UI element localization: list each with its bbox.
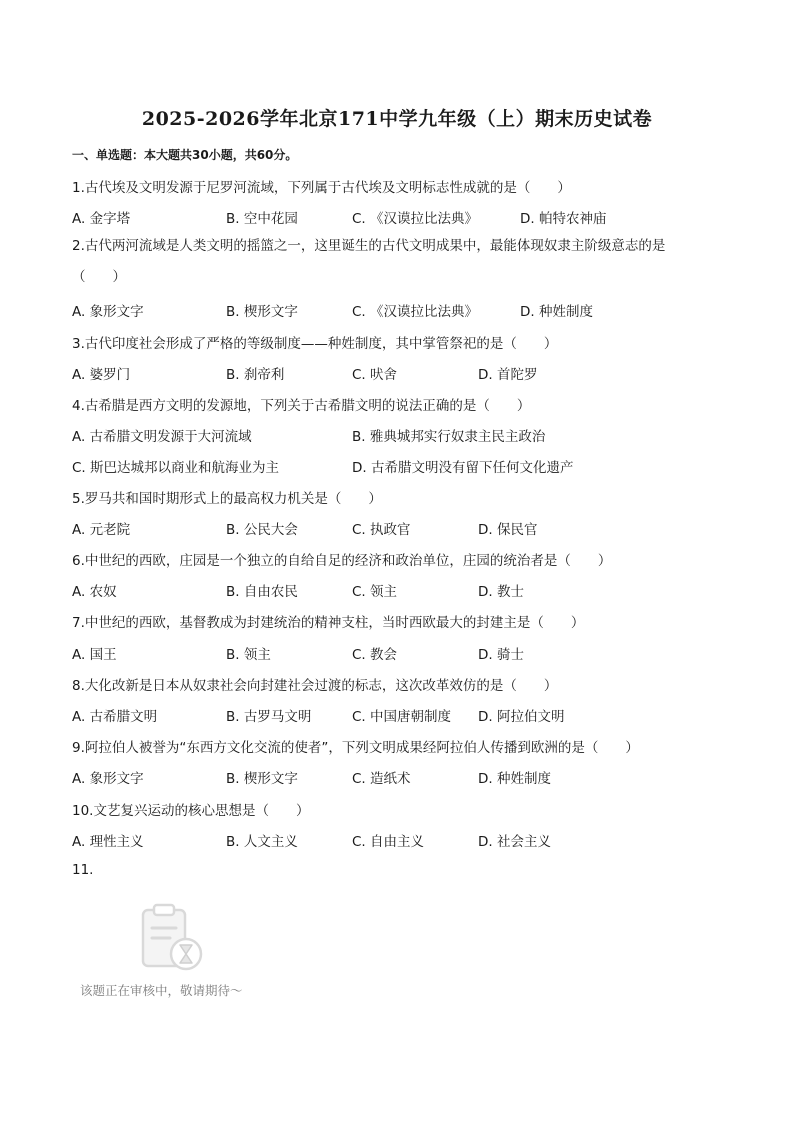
question-5-options	[72, 518, 732, 538]
question-8-options	[72, 705, 732, 725]
option-c[interactable]: C. 教会	[352, 647, 398, 663]
option-a[interactable]: A. 古希腊文明发源于大河流域	[72, 429, 252, 445]
option-d[interactable]: D. 保民官	[478, 522, 538, 538]
page-title: 2025-2026学年北京171中学九年级（上）期末历史试卷	[141, 108, 653, 130]
option-b[interactable]: B. 领主	[226, 647, 271, 663]
pending-review-notice: 该题正在审核中，敬请期待～	[80, 983, 243, 998]
option-b[interactable]: B. 楔形文字	[226, 771, 298, 787]
option-d[interactable]: D. 社会主义	[478, 834, 551, 850]
option-d[interactable]: D. 阿拉伯文明	[478, 709, 565, 725]
question-2-stem: 2.古代两河流域是人类文明的摇篮之一，这里诞生的古代文明成果中，最能体现奴隶主阶级意志的是（ ）	[72, 238, 666, 285]
option-c[interactable]: C. 自由主义	[352, 834, 425, 850]
option-b[interactable]: B. 刹帝利	[226, 367, 285, 383]
question-6-options	[72, 580, 732, 600]
option-d[interactable]: D. 帕特农神庙	[520, 211, 607, 227]
question-9-stem: 9.阿拉伯人被誉为“东西方文化交流的使者”，下列文明成果经阿拉伯人传播到欧洲的是（ ）	[72, 740, 639, 756]
question-1-options	[72, 207, 732, 227]
option-c[interactable]: C. 《汉谟拉比法典》	[352, 211, 479, 227]
question-9-options	[72, 767, 732, 787]
option-a[interactable]: A. 古希腊文明	[72, 709, 158, 725]
option-b[interactable]: B. 雅典城邦实行奴隶主民主政治	[352, 429, 546, 445]
option-c[interactable]: C. 中国唐朝制度	[352, 709, 452, 725]
option-b[interactable]: B. 公民大会	[226, 522, 298, 538]
option-d[interactable]: D. 种姓制度	[478, 771, 551, 787]
question-4-options-row2	[72, 456, 732, 476]
option-a[interactable]: A. 象形文字	[72, 771, 144, 787]
clipboard-hourglass-icon	[140, 902, 208, 972]
option-c[interactable]: C. 造纸术	[352, 771, 411, 787]
question-5-stem: 5.罗马共和国时期形式上的最高权力机关是（ ）	[72, 491, 382, 507]
section-heading: 一、单选题：本大题共30小题，共60分。	[72, 148, 298, 162]
question-10-stem: 10.文艺复兴运动的核心思想是（ ）	[72, 803, 310, 819]
option-a[interactable]: A. 国王	[72, 647, 117, 663]
option-a[interactable]: A. 元老院	[72, 522, 131, 538]
question-11-number: 11.	[72, 862, 94, 878]
question-2-options	[72, 300, 732, 320]
option-c[interactable]: C. 吠舍	[352, 367, 398, 383]
question-7-options	[72, 643, 732, 663]
option-b[interactable]: B. 自由农民	[226, 584, 298, 600]
option-d[interactable]: D. 骑士	[478, 647, 524, 663]
option-d[interactable]: D. 种姓制度	[520, 304, 593, 320]
option-b[interactable]: B. 空中花园	[226, 211, 298, 227]
option-d[interactable]: D. 教士	[478, 584, 524, 600]
question-3-stem: 3.古代印度社会形成了严格的等级制度——种姓制度，其中掌管祭祀的是（ ）	[72, 336, 558, 352]
option-d[interactable]: D. 古希腊文明没有留下任何文化遗产	[352, 460, 574, 476]
option-b[interactable]: B. 楔形文字	[226, 304, 298, 320]
question-6-stem: 6.中世纪的西欧，庄园是一个独立的自给自足的经济和政治单位，庄园的统治者是（ ）	[72, 553, 612, 569]
option-b[interactable]: B. 人文主义	[226, 834, 298, 850]
option-a[interactable]: A. 象形文字	[72, 304, 144, 320]
option-c[interactable]: C. 斯巴达城邦以商业和航海业为主	[72, 460, 280, 476]
question-3-options	[72, 363, 732, 383]
question-8-stem: 8.大化改新是日本从奴隶社会向封建社会过渡的标志，这次改革效仿的是（ ）	[72, 678, 558, 694]
option-c[interactable]: C. 领主	[352, 584, 398, 600]
question-4-options-row1	[72, 425, 732, 445]
option-a[interactable]: A. 农奴	[72, 584, 117, 600]
option-a[interactable]: A. 理性主义	[72, 834, 144, 850]
option-c[interactable]: C. 执政官	[352, 522, 411, 538]
question-7-stem: 7.中世纪的西欧，基督教成为封建统治的精神支柱，当时西欧最大的封建主是（ ）	[72, 615, 585, 631]
question-4-stem: 4.古希腊是西方文明的发源地，下列关于古希腊文明的说法正确的是（ ）	[72, 398, 531, 414]
question-10-options	[72, 830, 732, 850]
option-c[interactable]: C. 《汉谟拉比法典》	[352, 304, 479, 320]
question-1-stem: 1.古代埃及文明发源于尼罗河流域，下列属于古代埃及文明标志性成就的是（ ）	[72, 180, 571, 196]
option-a[interactable]: A. 婆罗门	[72, 367, 131, 383]
option-a[interactable]: A. 金字塔	[72, 211, 131, 227]
option-b[interactable]: B. 古罗马文明	[226, 709, 312, 725]
option-d[interactable]: D. 首陀罗	[478, 367, 538, 383]
